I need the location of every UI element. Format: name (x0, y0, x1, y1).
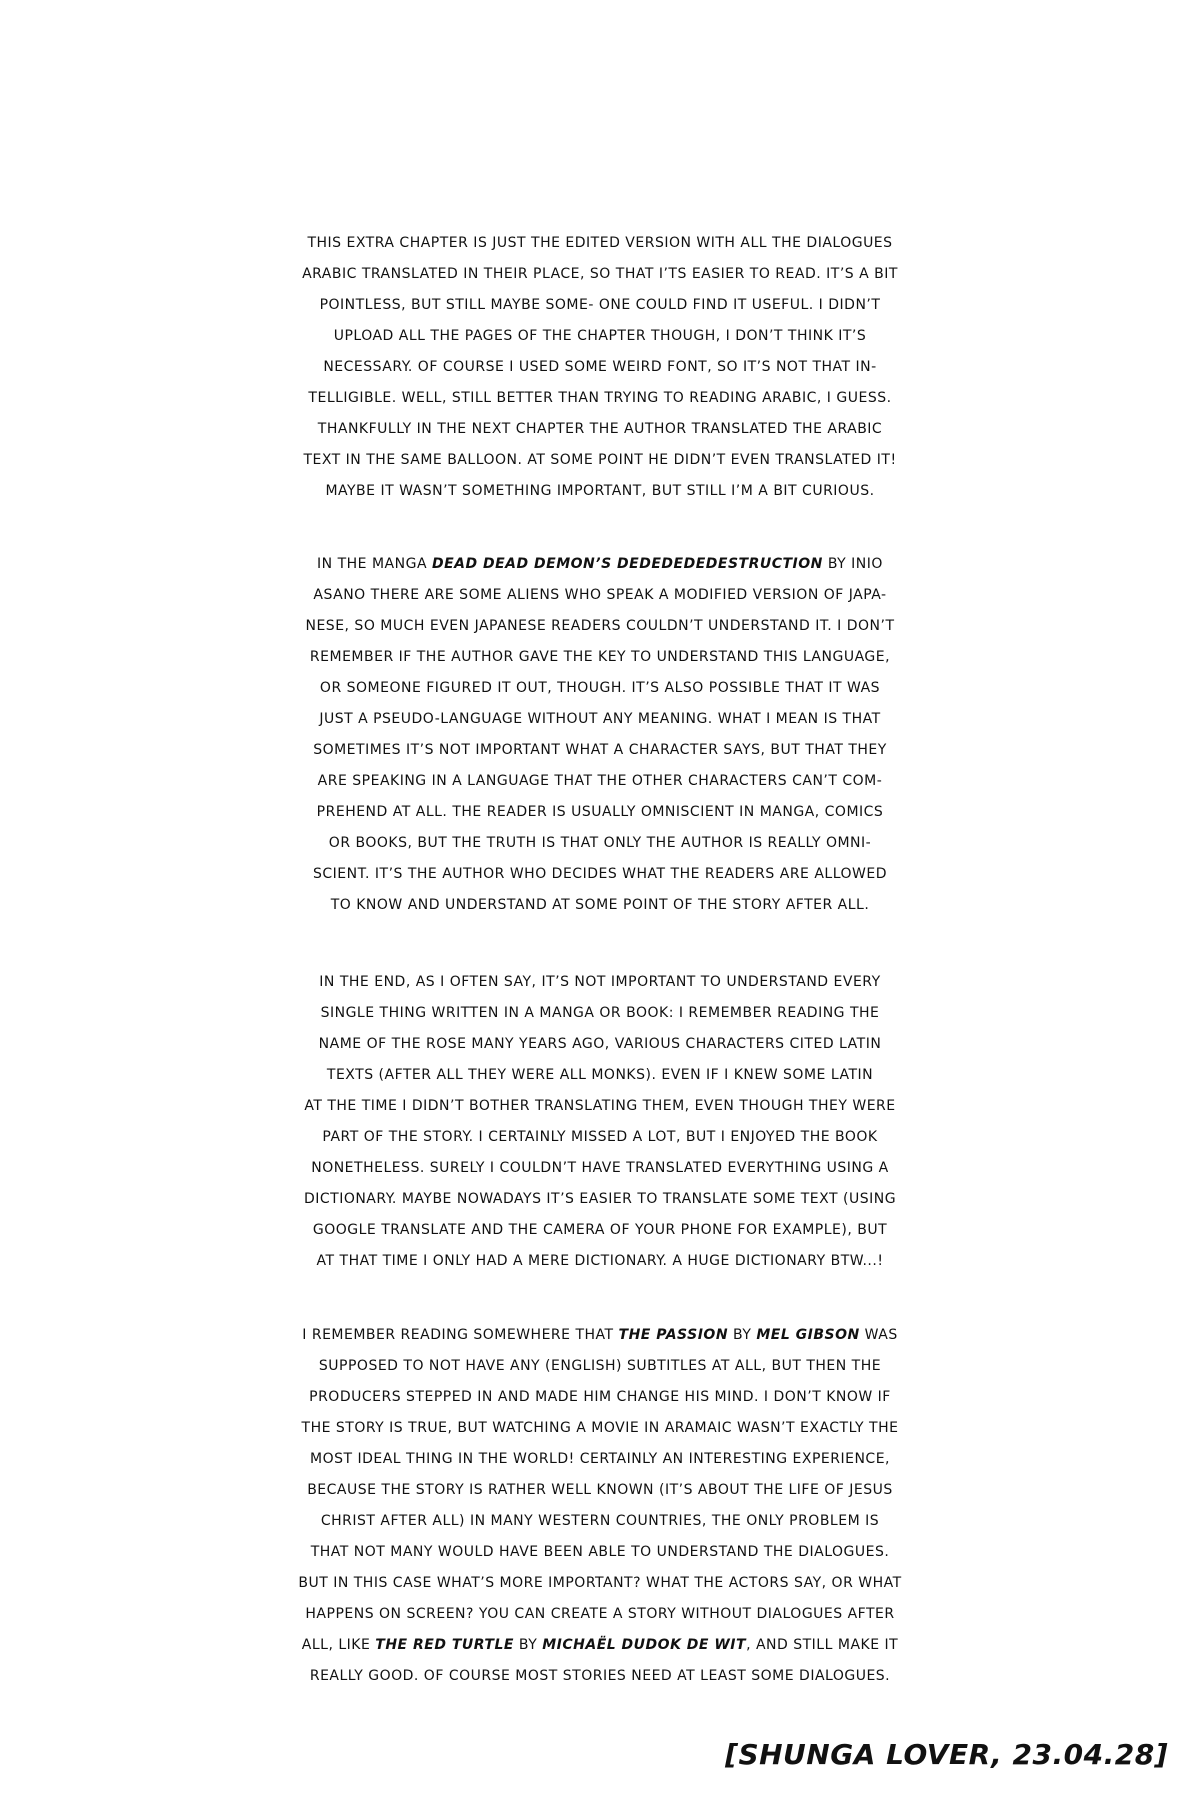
text-line (0, 445, 1200, 476)
text-line (0, 1382, 1200, 1413)
text-segment: SOMETIMES IT’S NOT IMPORTANT WHAT A CHARACTER SAYS, BUT THAT THEY (313, 742, 887, 758)
paragraph-3 (0, 967, 1200, 1277)
text-line (0, 1413, 1200, 1444)
text-line (0, 673, 1200, 704)
text-line (0, 549, 1200, 580)
text-segment: PART OF THE STORY. I CERTAINLY MISSED A LOT, BUT I ENJOYED THE BOOK (322, 1129, 878, 1145)
text-line (0, 735, 1200, 766)
text-segment: IN THE MANGA (317, 556, 432, 572)
text-line (0, 1091, 1200, 1122)
text-line (0, 1320, 1200, 1351)
text-line (0, 642, 1200, 673)
text-line (0, 890, 1200, 921)
text-segment: TO KNOW AND UNDERSTAND AT SOME POINT OF THE STORY AFTER ALL. (330, 897, 870, 913)
text-line (0, 1506, 1200, 1537)
text-segment: AT THAT TIME I ONLY HAD A MERE DICTIONARY. A HUGE DICTIONARY BTW...! (316, 1253, 884, 1269)
text-segment: , AND STILL MAKE IT (746, 1637, 899, 1653)
title-reference: DEAD DEAD DEMON’S DEDEDEDEDESTRUCTION (431, 556, 823, 572)
text-line (0, 611, 1200, 642)
title-reference: THE RED TURTLE (375, 1637, 514, 1653)
text-segment: REALLY GOOD. OF COURSE MOST STORIES NEED AT LEAST SOME DIALOGUES. (309, 1668, 891, 1684)
text-segment: BY (513, 1637, 543, 1653)
text-segment: THE STORY IS TRUE, BUT WATCHING A MOVIE IN ARAMAIC WASN’T EXACTLY THE (301, 1420, 899, 1436)
text-line (0, 704, 1200, 735)
text-line (0, 1122, 1200, 1153)
text-segment: DICTIONARY. MAYBE NOWADAYS IT’S EASIER TO TRANSLATE SOME TEXT (USING (303, 1191, 897, 1207)
text-segment: WAS (859, 1327, 898, 1343)
text-line (0, 290, 1200, 321)
text-line (0, 1060, 1200, 1091)
text-line (0, 859, 1200, 890)
text-line (0, 1475, 1200, 1506)
text-segment: BY INIO (822, 556, 883, 572)
text-line (0, 1029, 1200, 1060)
text-segment: REMEMBER IF THE AUTHOR GAVE THE KEY TO UNDERSTAND THIS LANGUAGE, (309, 649, 891, 665)
text-line (0, 259, 1200, 290)
text-line (0, 352, 1200, 383)
text-line (0, 321, 1200, 352)
text-segment: PREHEND AT ALL. THE READER IS USUALLY OMNISCIENT IN MANGA, COMICS (316, 804, 884, 820)
text-line (0, 797, 1200, 828)
text-segment: GOOGLE TRANSLATE AND THE CAMERA OF YOUR PHONE FOR EXAMPLE), BUT (312, 1222, 888, 1238)
text-line (0, 967, 1200, 998)
text-segment: NAME OF THE ROSE MANY YEARS AGO, VARIOUS CHARACTERS CITED LATIN (318, 1036, 882, 1052)
text-segment: ARABIC TRANSLATED IN THEIR PLACE, SO THAT I’TS EASIER TO READ. IT’S A BIT (302, 266, 898, 282)
text-line (0, 1537, 1200, 1568)
text-segment: JUST A PSEUDO-LANGUAGE WITHOUT ANY MEANING. WHAT I MEAN IS THAT (319, 711, 881, 727)
title-reference: THE PASSION (618, 1327, 729, 1343)
text-segment: ASANO THERE ARE SOME ALIENS WHO SPEAK A MODIFIED VERSION OF JAPA- (313, 587, 887, 603)
paragraph-4 (0, 1320, 1200, 1692)
text-segment: THANKFULLY IN THE NEXT CHAPTER THE AUTHOR TRANSLATED THE ARABIC (317, 421, 883, 437)
text-segment: BY (728, 1327, 757, 1343)
text-segment: TEXTS (AFTER ALL THEY WERE ALL MONKS). EVEN IF I KNEW SOME LATIN (326, 1067, 874, 1083)
text-segment: TELLIGIBLE. WELL, STILL BETTER THAN TRYING TO READING ARABIC, I GUESS. (308, 390, 892, 406)
text-line (0, 1599, 1200, 1630)
text-line (0, 383, 1200, 414)
title-reference: MEL GIBSON (756, 1327, 860, 1343)
paragraph-2 (0, 549, 1200, 921)
text-line (0, 1184, 1200, 1215)
text-segment: ALL, LIKE (301, 1637, 376, 1653)
text-segment: BUT IN THIS CASE WHAT’S MORE IMPORTANT? WHAT THE ACTORS SAY, OR WHAT (298, 1575, 902, 1591)
text-line (0, 1351, 1200, 1382)
title-reference: MICHAËL DUDOK DE WIT (542, 1637, 747, 1653)
text-segment: IN THE END, AS I OFTEN SAY, IT’S NOT IMPORTANT TO UNDERSTAND EVERY (319, 974, 881, 990)
text-line (0, 1153, 1200, 1184)
text-segment: NONETHELESS. SURELY I COULDN’T HAVE TRANSLATED EVERYTHING USING A (311, 1160, 889, 1176)
text-line (0, 1661, 1200, 1692)
text-segment: HAPPENS ON SCREEN? YOU CAN CREATE A STORY WITHOUT DIALOGUES AFTER (305, 1606, 895, 1622)
text-line (0, 476, 1200, 507)
text-segment: OR BOOKS, BUT THE TRUTH IS THAT ONLY THE AUTHOR IS REALLY OMNI- (328, 835, 872, 851)
text-segment: SUPPOSED TO NOT HAVE ANY (ENGLISH) SUBTITLES AT ALL, BUT THEN THE (318, 1358, 882, 1374)
text-segment: AT THE TIME I DIDN’T BOTHER TRANSLATING THEM, EVEN THOUGH THEY WERE (304, 1098, 896, 1114)
text-line (0, 1215, 1200, 1246)
text-line (0, 1568, 1200, 1599)
text-line (0, 998, 1200, 1029)
text-line (0, 766, 1200, 797)
text-segment: CHRIST AFTER ALL) IN MANY WESTERN COUNTRIES, THE ONLY PROBLEM IS (320, 1513, 880, 1529)
text-segment: OR SOMEONE FIGURED IT OUT, THOUGH. IT’S ALSO POSSIBLE THAT IT WAS (319, 680, 881, 696)
signature: [SHUNGA LOVER, 23.04.28] (725, 1738, 1168, 1771)
text-segment: TEXT IN THE SAME BALLOON. AT SOME POINT HE DIDN’T EVEN TRANSLATED IT! (303, 452, 897, 468)
text-segment: PRODUCERS STEPPED IN AND MADE HIM CHANGE HIS MIND. I DON’T KNOW IF (309, 1389, 891, 1405)
text-segment: POINTLESS, BUT STILL MAYBE SOME- ONE COULD FIND IT USEFUL. I DIDN’T (319, 297, 881, 313)
text-line (0, 1630, 1200, 1661)
text-segment: MAYBE IT WASN’T SOMETHING IMPORTANT, BUT STILL I’M A BIT CURIOUS. (325, 483, 875, 499)
paragraph-1 (0, 228, 1200, 507)
text-segment: BECAUSE THE STORY IS RATHER WELL KNOWN (IT’S ABOUT THE LIFE OF JESUS (307, 1482, 893, 1498)
text-segment: NECESSARY. OF COURSE I USED SOME WEIRD FONT, SO IT’S NOT THAT IN- (323, 359, 877, 375)
text-segment: I REMEMBER READING SOMEWHERE THAT (302, 1327, 619, 1343)
text-line (0, 580, 1200, 611)
text-segment: SCIENT. IT’S THE AUTHOR WHO DECIDES WHAT THE READERS ARE ALLOWED (312, 866, 888, 882)
text-segment: THAT NOT MANY WOULD HAVE BEEN ABLE TO UNDERSTAND THE DIALOGUES. (310, 1544, 890, 1560)
text-line (0, 828, 1200, 859)
text-segment: SINGLE THING WRITTEN IN A MANGA OR BOOK: I REMEMBER READING THE (320, 1005, 880, 1021)
text-segment: MOST IDEAL THING IN THE WORLD! CERTAINLY AN INTERESTING EXPERIENCE, (309, 1451, 890, 1467)
text-line (0, 228, 1200, 259)
text-segment: UPLOAD ALL THE PAGES OF THE CHAPTER THOUGH, I DON’T THINK IT’S (333, 328, 867, 344)
text-line (0, 414, 1200, 445)
text-segment: ARE SPEAKING IN A LANGUAGE THAT THE OTHER CHARACTERS CAN’T COM- (317, 773, 883, 789)
text-segment: NESE, SO MUCH EVEN JAPANESE READERS COULDN’T UNDERSTAND IT. I DON’T (305, 618, 895, 634)
text-segment: THIS EXTRA CHAPTER IS JUST THE EDITED VERSION WITH ALL THE DIALOGUES (307, 235, 893, 251)
text-line (0, 1246, 1200, 1277)
text-line (0, 1444, 1200, 1475)
